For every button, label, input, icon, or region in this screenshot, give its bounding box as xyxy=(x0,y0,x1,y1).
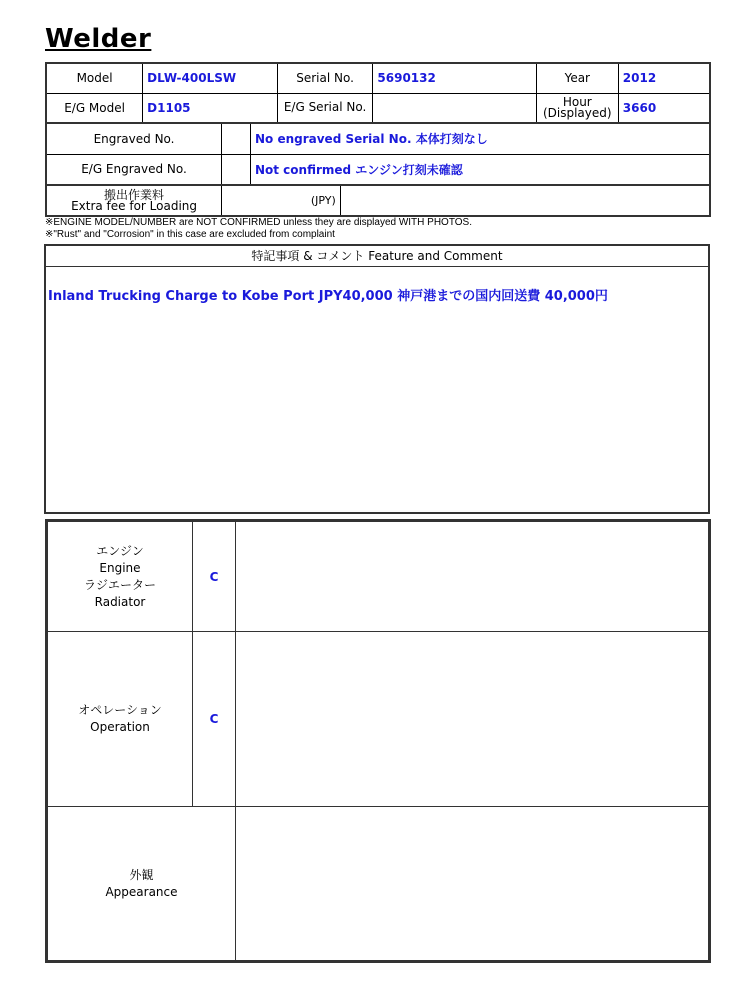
eval-grade: C xyxy=(193,522,236,632)
eval-label-jp: エンジン xyxy=(96,543,144,558)
year-label: Year xyxy=(536,63,618,93)
eval-comment xyxy=(236,632,709,807)
loading-fee-label-jp: 搬出作業料 xyxy=(104,187,165,202)
notes xyxy=(45,217,472,241)
hour-label-line1: Hour xyxy=(562,94,592,109)
eval-label-en: Operation xyxy=(90,720,150,734)
engraved-spacer xyxy=(222,123,251,154)
serial-label: Serial No. xyxy=(277,63,373,93)
model-value: DLW-400LSW xyxy=(143,63,278,93)
engraved-table xyxy=(45,122,711,186)
note-line: ※"Rust" and "Corrosion" in this case are excluded from complaint xyxy=(45,229,335,240)
engraved-value: No engraved Serial No. 本体打刻なし xyxy=(250,123,710,154)
year-value: 2012 xyxy=(618,63,710,93)
eval-label xyxy=(48,807,236,961)
eval-label-jp: 外観 xyxy=(129,867,154,882)
jpy-label: (JPY) xyxy=(222,185,341,216)
eval-comment xyxy=(236,807,709,961)
eg-engraved-value: Not confirmed エンジン打刻未確認 xyxy=(250,154,710,185)
page-title: Welder xyxy=(45,24,152,54)
serial-value: 5690132 xyxy=(373,63,536,93)
loading-fee-value xyxy=(340,185,710,216)
eval-grade: C xyxy=(193,632,236,807)
eval-comment xyxy=(236,522,709,632)
hour-label xyxy=(536,93,618,123)
eg-model-label: E/G Model xyxy=(46,93,143,123)
eval-label-en: Engine xyxy=(99,560,141,575)
eval-label-en2: Radiator xyxy=(94,594,146,609)
engraved-label: Engraved No. xyxy=(46,123,222,154)
eg-model-value: D1105 xyxy=(143,93,278,123)
eval-label-jp2: ラジエーター xyxy=(83,577,156,592)
eval-row-appearance xyxy=(48,807,709,961)
eg-engraved-spacer xyxy=(222,154,251,185)
loading-fee-label xyxy=(46,185,222,216)
note-line: ※ENGINE MODEL/NUMBER are NOT CONFIRMED unless they are displayed WITH PHOTOS. xyxy=(45,217,472,228)
eg-serial-value xyxy=(373,93,536,123)
comment-box xyxy=(44,244,710,514)
hour-label-line2: (Displayed) xyxy=(542,105,612,120)
comment-header: 特記事項 & コメント Feature and Comment xyxy=(46,246,708,267)
eval-label-jp: オペレーション xyxy=(78,703,162,717)
model-label: Model xyxy=(46,63,143,93)
eval-row-operation xyxy=(48,632,709,807)
eg-serial-label: E/G Serial No. xyxy=(277,93,373,123)
eval-row-engine xyxy=(48,522,709,632)
comment-text: Inland Trucking Charge to Kobe Port JPY40,000 神戸港までの国内回送費 40,000円 xyxy=(48,289,608,304)
loading-fee-label-en: Extra fee for Loading xyxy=(71,198,198,213)
spec-table xyxy=(45,62,711,124)
eval-label-en: Appearance xyxy=(105,884,178,899)
evaluation-table xyxy=(45,519,711,963)
loading-fee-table xyxy=(45,184,711,217)
hour-value: 3660 xyxy=(618,93,710,123)
eval-label xyxy=(48,632,193,807)
eg-engraved-label: E/G Engraved No. xyxy=(46,154,222,185)
eval-label xyxy=(48,522,193,632)
